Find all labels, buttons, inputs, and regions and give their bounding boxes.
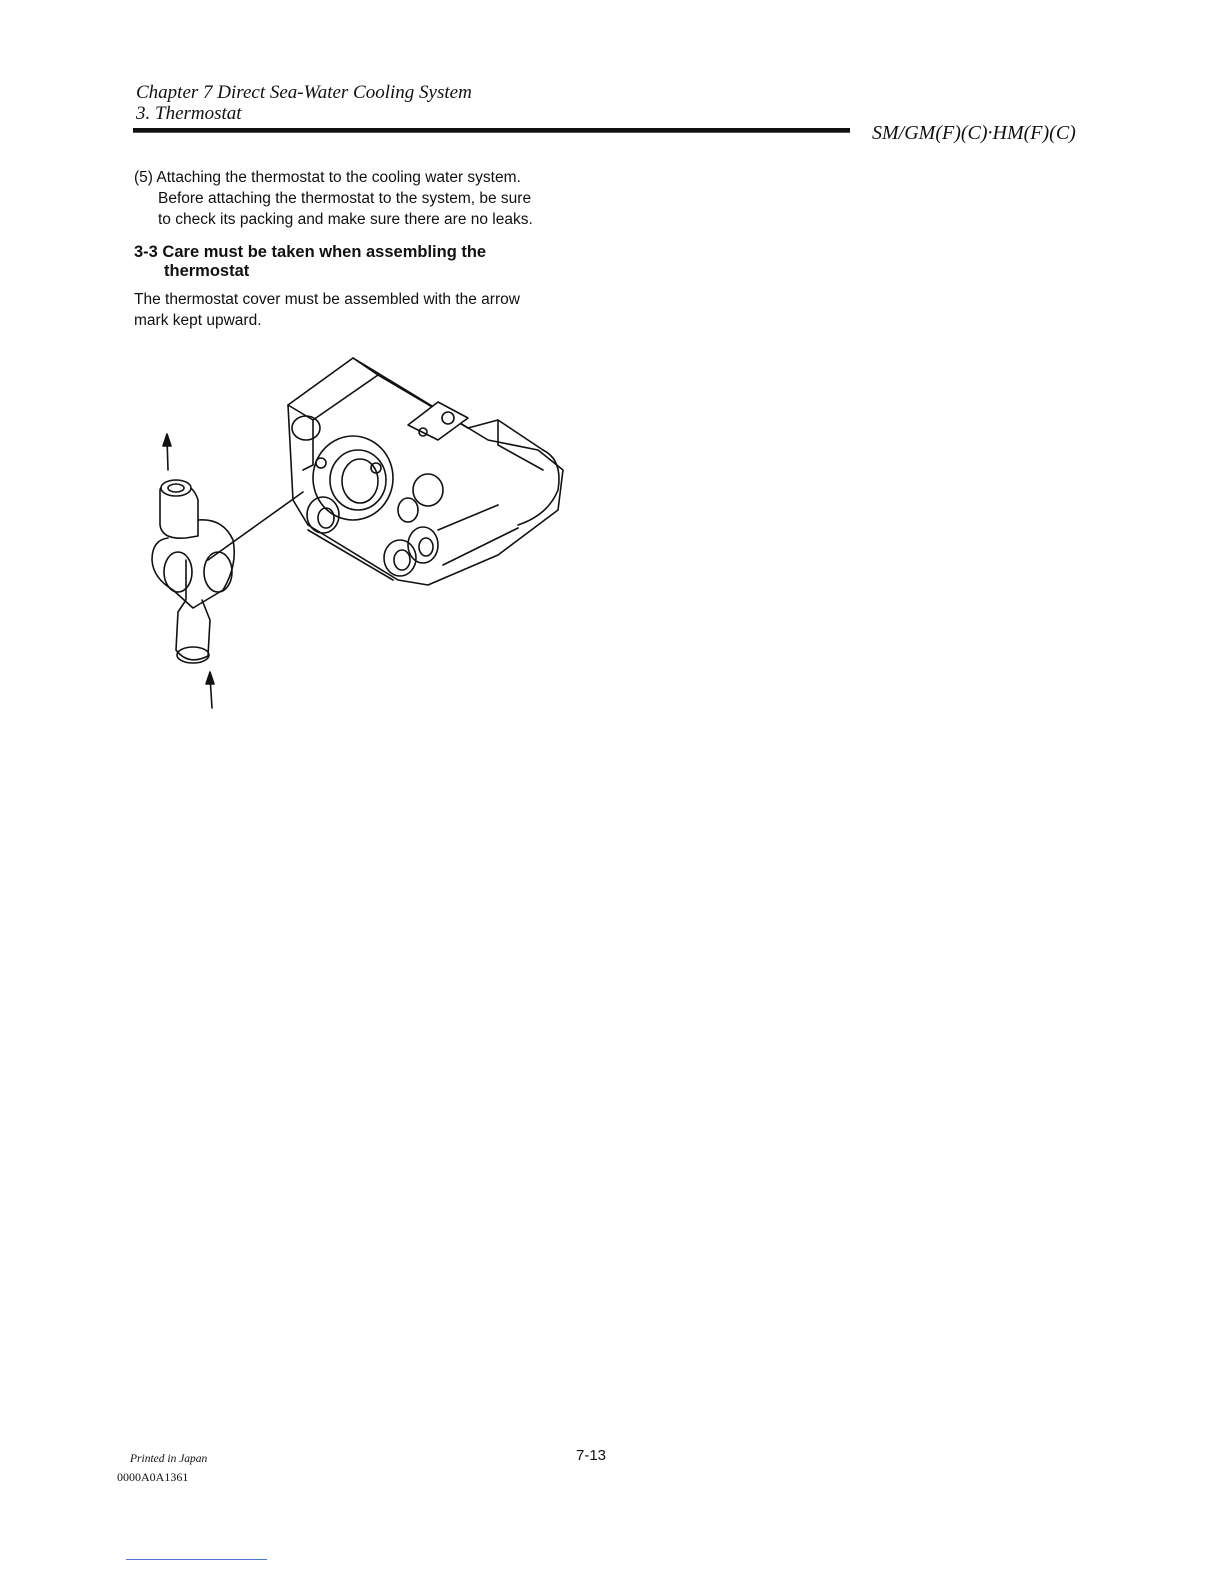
thermostat-figure <box>138 350 578 710</box>
section-body-line: mark kept upward. <box>134 312 262 329</box>
document-code: 0000A0A1361 <box>117 1470 189 1484</box>
step-5-line: to check its packing and make sure there are no leaks. <box>158 211 533 228</box>
arrow-up-icon <box>163 434 171 470</box>
section-title: 3. Thermostat <box>136 103 242 124</box>
section-body <box>134 289 594 331</box>
header-rule-thin <box>133 132 850 133</box>
step-5-line: Before attaching the thermostat to the system, be sure <box>158 190 532 207</box>
section-heading-line: 3-3 Care must be taken when assembling the <box>134 243 487 261</box>
page-number: 7-13 <box>576 1447 607 1464</box>
chapter-title: Chapter 7 Direct Sea-Water Cooling System <box>136 82 472 103</box>
step-5-line: (5) Attaching the thermostat to the cooling water system. <box>134 169 521 186</box>
printed-label: Printed in Japan <box>130 1453 208 1465</box>
bottom-link-line <box>126 1559 267 1560</box>
thermostat-housing-drawing <box>288 358 563 585</box>
section-body-line: The thermostat cover must be assembled with the arrow <box>134 291 520 308</box>
model-label: SM/GM(F)(C)·HM(F)(C) <box>872 122 1076 144</box>
section-heading-line: thermostat <box>164 262 250 280</box>
thermostat-cover-drawing <box>152 480 234 663</box>
section-heading <box>134 243 486 281</box>
chapter-heading <box>136 82 472 124</box>
step-5-paragraph <box>134 167 594 230</box>
arrow-up-icon <box>206 672 214 708</box>
